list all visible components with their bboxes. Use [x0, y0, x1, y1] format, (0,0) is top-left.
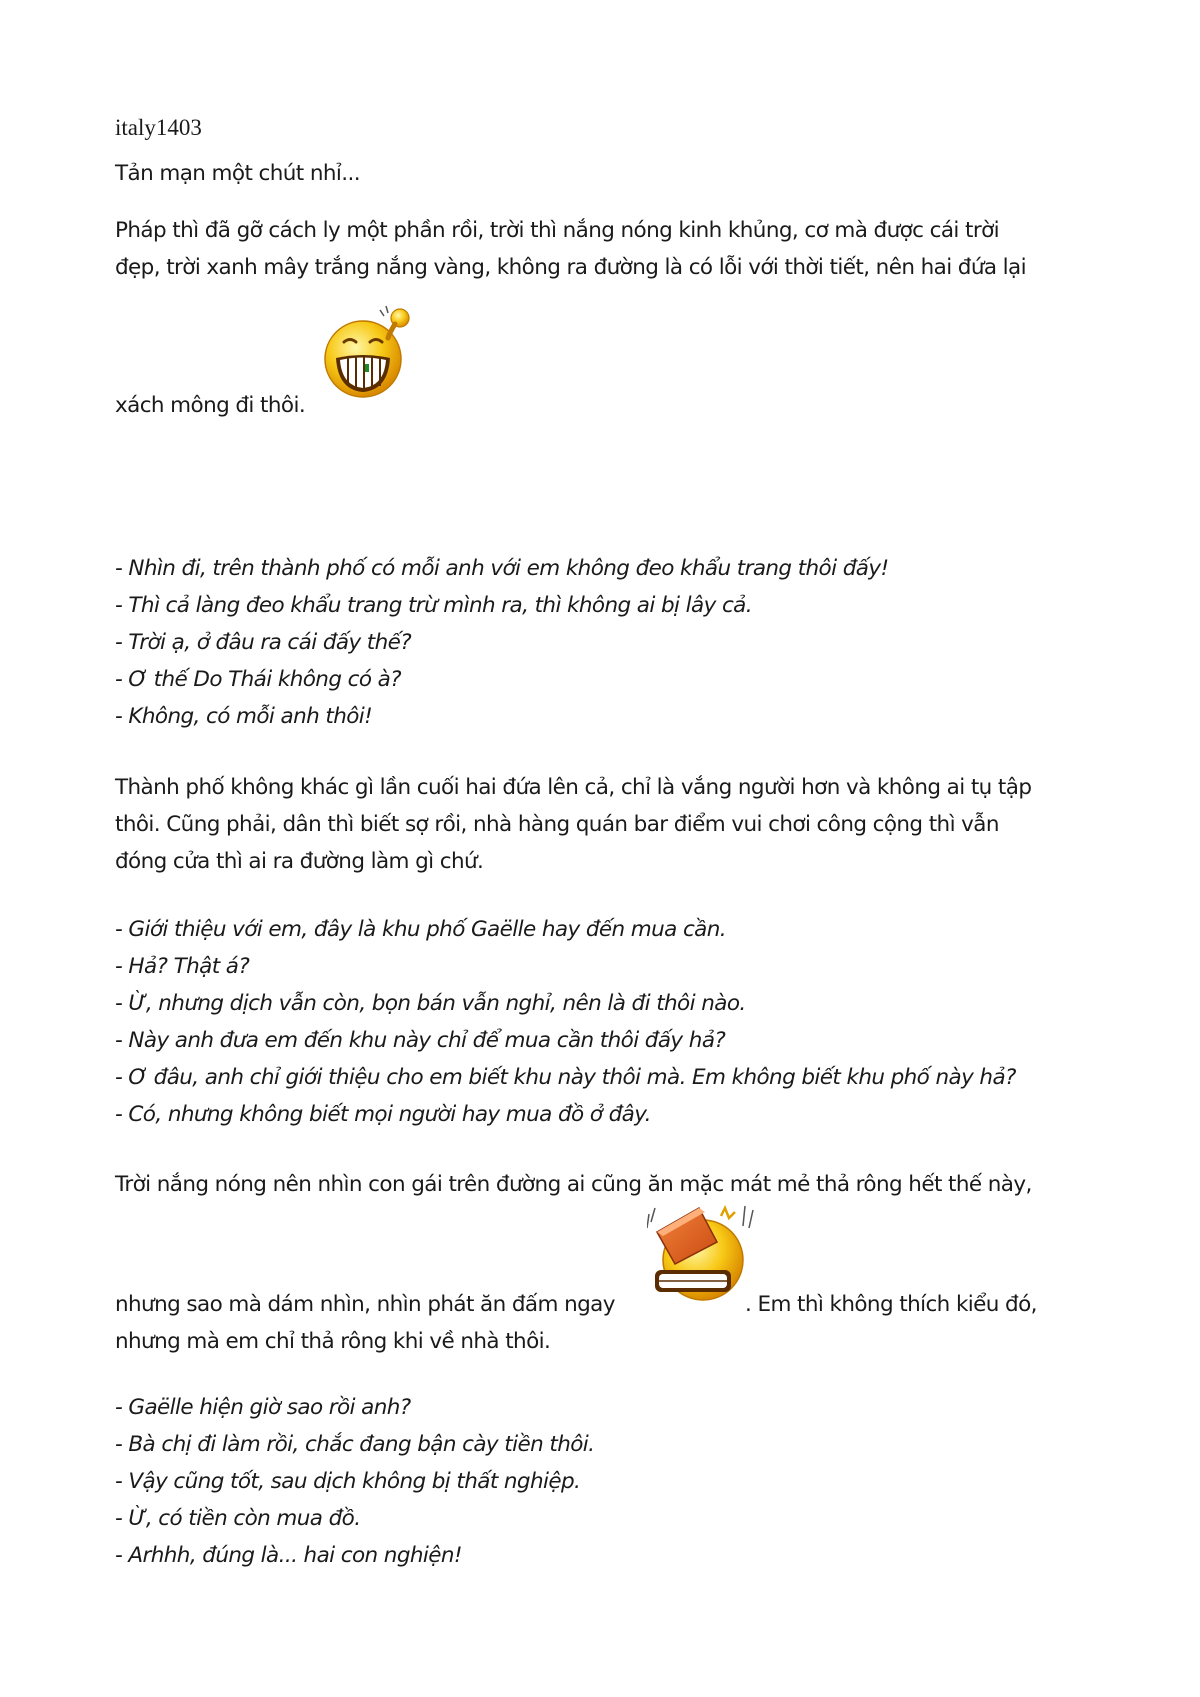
paragraph-1 [115, 212, 1105, 286]
paragraph-line: Thành phố không khác gì lần cuối hai đứa lên cả, chỉ là vắng người hơn và không ai tụ tập [115, 775, 1032, 800]
paragraph-text: nhưng sao mà dám nhìn, nhìn phát ăn đấm ngay [115, 1292, 615, 1317]
dialog-line: - Có, nhưng không biết mọi người hay mua đồ ở đây. [115, 1102, 651, 1127]
dialog-line: - Bà chị đi làm rồi, chắc đang bận cày tiền thôi. [115, 1432, 595, 1457]
paragraph-line: đẹp, trời xanh mây trắng nắng vàng, không ra đường là có lỗi với thời tiết, nên hai đứa lại [115, 255, 1027, 280]
dialog-line: - Ơ đâu, anh chỉ giới thiệu cho em biết khu này thôi mà. Em không biết khu phố này hả? [115, 1065, 1016, 1090]
dialog-line: - Arhhh, đúng là... hai con nghiện! [115, 1543, 462, 1568]
dialog-line: - Trời ạ, ở đâu ra cái đấy thế? [115, 630, 412, 655]
grinning-smiley-icon [318, 302, 418, 402]
paragraph-3-cont [115, 1286, 1105, 1360]
paragraph-line: thôi. Cũng phải, dân thì biết sợ rồi, nhà hàng quán bar điểm vui chơi công cộng thì vẫn [115, 812, 999, 837]
dialog-line: - Thì cả làng đeo khẩu trang trừ mình ra, thì không ai bị lây cả. [115, 593, 752, 618]
paragraph-line [115, 387, 1105, 424]
dialog-line: - Này anh đưa em đến khu này chỉ để mua cần thôi đấy hả? [115, 1028, 726, 1053]
dialog-line: - Gaëlle hiện giờ sao rồi anh? [115, 1395, 411, 1420]
dialog-2 [115, 911, 1105, 1133]
paragraph-line: Trời nắng nóng nên nhìn con gái trên đường ai cũng ăn mặc mát mẻ thả rông hết thế này, [115, 1172, 1032, 1197]
dialog-line: - Ơ thế Do Thái không có à? [115, 667, 401, 692]
dialog-line: - Giới thiệu với em, đây là khu phố Gaëlle hay đến mua cần. [115, 917, 726, 942]
paragraph-line: nhưng mà em chỉ thả rông khi về nhà thôi. [115, 1329, 551, 1354]
paragraph-text: xách mông đi thôi. [115, 393, 306, 418]
dialog-line: - Nhìn đi, trên thành phố có mỗi anh với em không đeo khẩu trang thôi đấy! [115, 556, 889, 581]
paragraph-line: Pháp thì đã gỡ cách ly một phần rồi, trời thì nắng nóng kinh khủng, cơ mà được cái trời [115, 218, 1000, 243]
paragraph-text: . Em thì không thích kiểu đó, [745, 1292, 1037, 1317]
dialog-line: - Vậy cũng tốt, sau dịch không bị thất nghiệp. [115, 1469, 581, 1494]
dialog-1 [115, 550, 1105, 735]
dialog-3 [115, 1389, 1105, 1574]
dialog-line: - Ừ, nhưng dịch vẫn còn, bọn bán vẫn nghỉ, nên là đi thôi nào. [115, 991, 746, 1016]
brick-hit-smiley-icon [647, 1198, 755, 1304]
dialog-line: - Không, có mỗi anh thôi! [115, 704, 373, 729]
dialog-line: - Ừ, có tiền còn mua đồ. [115, 1506, 361, 1531]
paragraph-1-end [115, 387, 1105, 424]
intro-paragraph [115, 155, 1105, 192]
paragraph-3 [115, 1166, 1105, 1203]
paragraph-line [115, 1286, 1105, 1323]
author-name: italy1403 [115, 115, 202, 140]
dialog-line: - Hả? Thật á? [115, 954, 250, 979]
paragraph-2 [115, 769, 1105, 880]
intro-line: Tản mạn một chút nhỉ... [115, 161, 360, 186]
paragraph-line: đóng cửa thì ai ra đường làm gì chứ. [115, 849, 484, 874]
